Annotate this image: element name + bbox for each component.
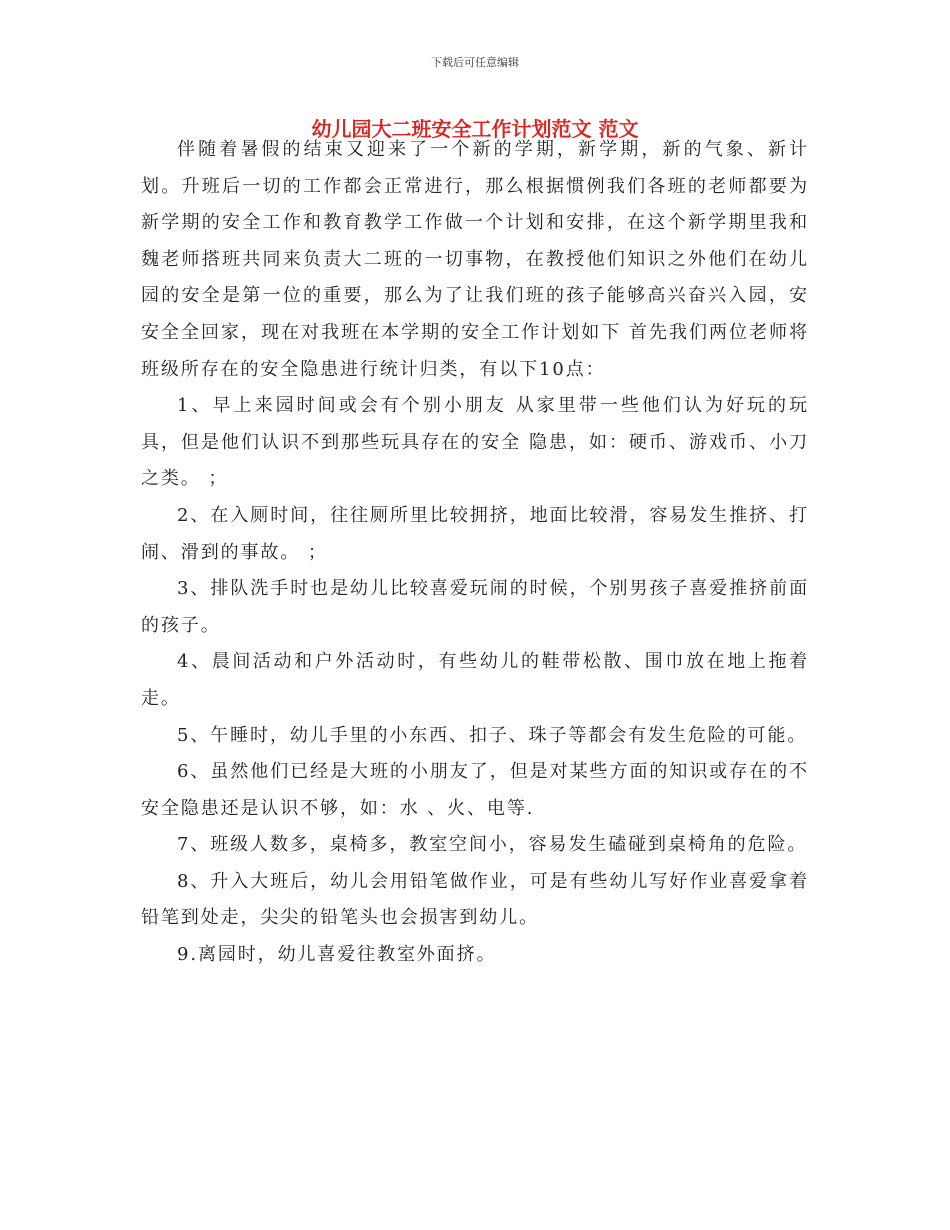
hazard-item-5: 5、午睡时，幼儿手里的小东西、扣子、珠子等都会有发生危险的可能。 (177, 724, 808, 746)
intro-paragraph: 伴随着暑假的结束又迎来了一个新的学期，新学期，新的气象、新计划。升班后一切的工作都会正常进行，那么根据惯例我们各班的老师都要为新学期的安全工作和教育教学工作做一个计划和安排，在这个新学期里我和魏老师搭班共同来负责大二班的一切事物，在教授他们知识之外他们在幼儿园的安全是第一位的重要，那么为了让我们班的孩子能够高兴奋兴入园，安安全全回家，现在对我班在本学期的安全工作计划如下 首先我们两位老师将班级所存在的安全隐患进行统计归类，有以下10点： (141, 139, 809, 380)
hazard-item-7: 7、班级人数多，桌椅多，教室空间小，容易发生磕碰到桌椅角的危险。 (177, 834, 808, 856)
hazard-item-8: 8、升入大班后，幼儿会用铅笔做作业，可是有些幼儿写好作业喜爱拿着铅笔到处走，尖尖的铅笔头也会损害到幼儿。 (141, 870, 809, 929)
header-note: 下载后可任意编辑 (431, 56, 519, 69)
hazard-item-4: 4、晨间活动和户外活动时，有些幼儿的鞋带松散、围巾放在地上拖着走。 (141, 651, 809, 709)
hazard-item-3: 3、排队洗手时也是幼儿比较喜爱玩闹的时候，个别男孩子喜爱推挤前面的孩子。 (141, 578, 809, 636)
hazard-item-2: 2、在入厕时间，往往厕所里比较拥挤，地面比较滑，容易发生推挤、打闹、滑到的事故。 ； (141, 504, 809, 563)
document-body (141, 132, 809, 974)
document-title: 幼儿园大二班安全工作计划范文 范文 (311, 117, 639, 141)
hazard-item-6: 6、虽然他们已经是大班的小朋友了，但是对某些方面的知识或存在的不安全隐患还是认识不够，如：水 、火、电等. (141, 761, 809, 819)
hazard-item-9: 9.离园时，幼儿喜爱往教室外面挤。 (177, 944, 497, 966)
hazard-item-1: 1、早上来园时间或会有个别小朋友 从家里带一些他们认为好玩的玩具，但是他们认识不到那些玩具存在的安全 隐患，如：硬币、游戏币、小刀之类。 ； (141, 395, 809, 490)
